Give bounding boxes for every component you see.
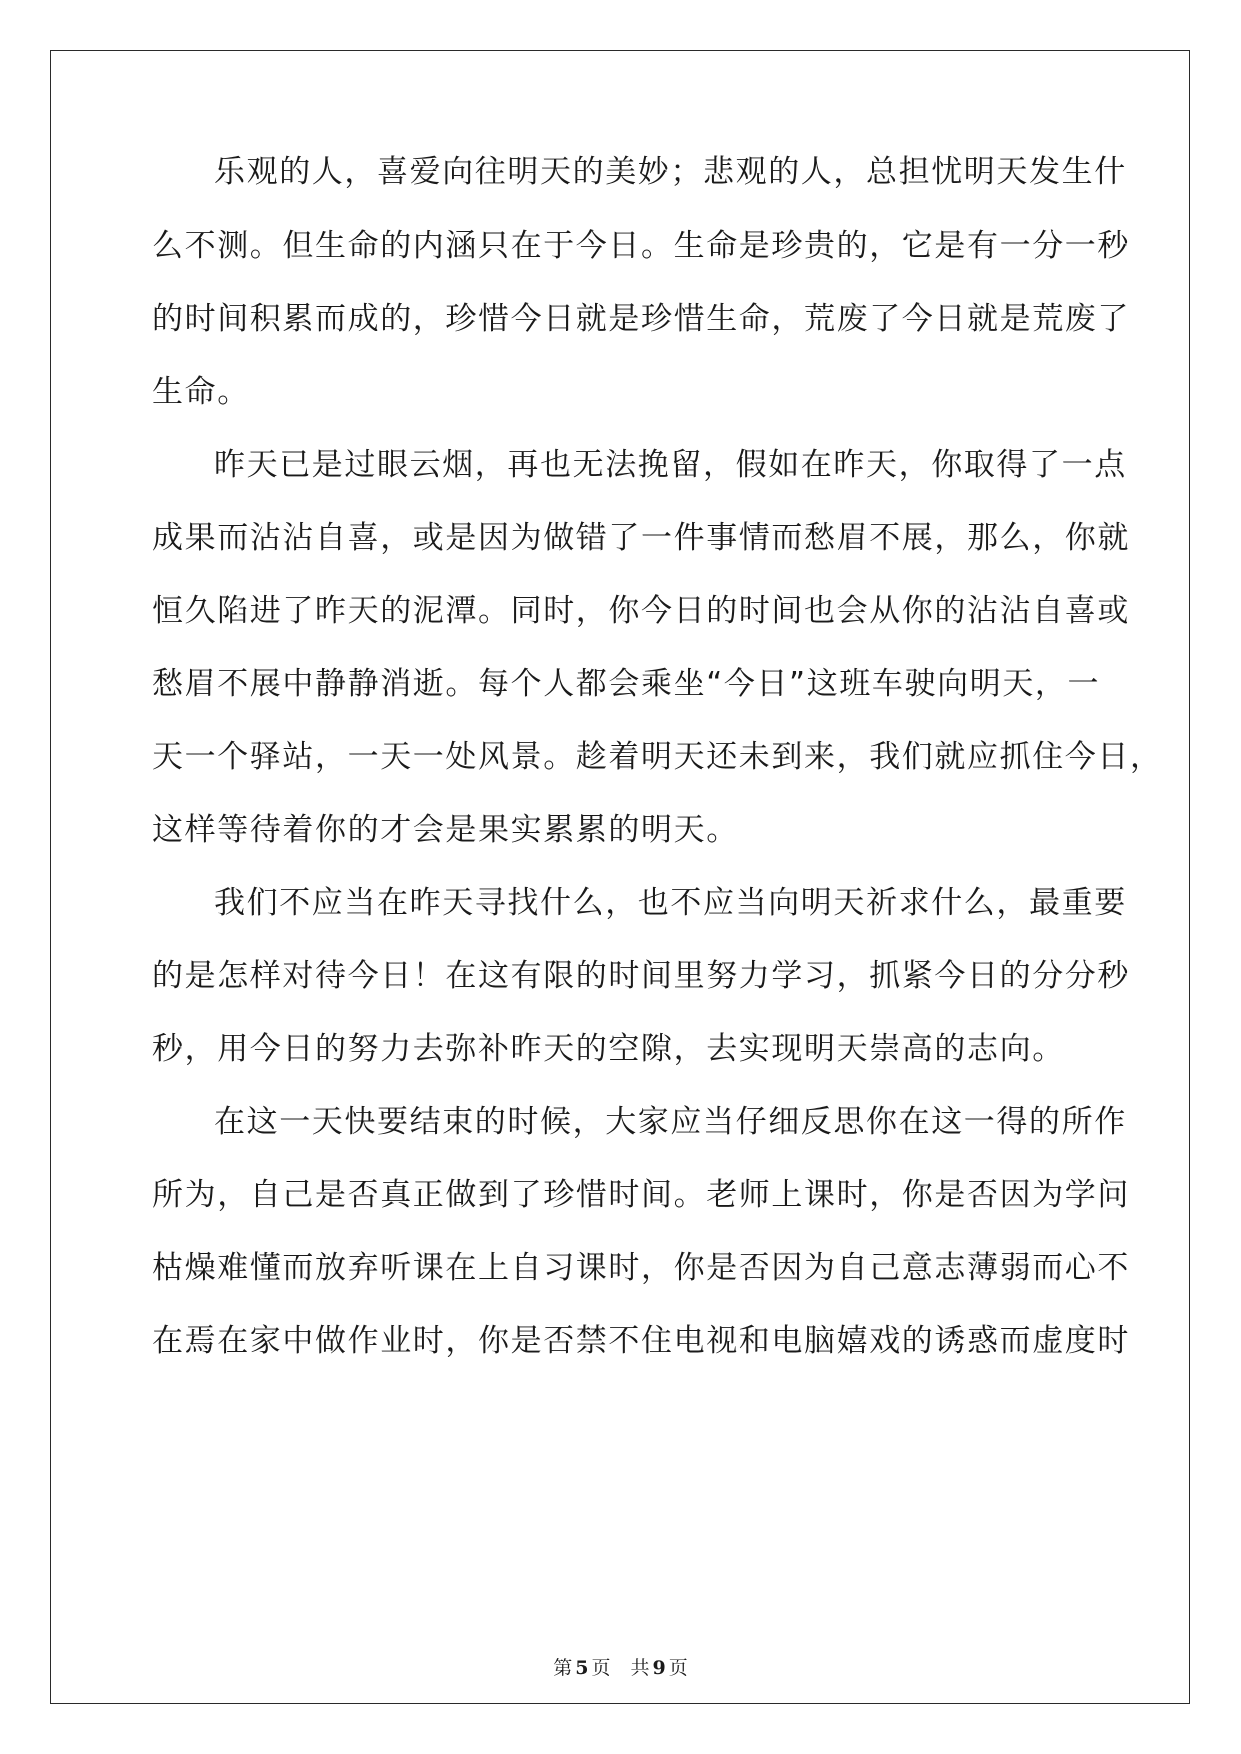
current-page-number: 5 xyxy=(575,1657,589,1679)
text-line: 这样等待着你的才会是果实累累的明天。 xyxy=(152,812,739,848)
text-line: 的是怎样对待今日！在这有限的时间里努力学习，抓紧今日的分分秒 xyxy=(152,958,1130,994)
footer-total-prefix: 共 xyxy=(630,1657,650,1679)
text-line: 乐观的人，喜爱向往明天的美妙；悲观的人，总担忧明天发生什 xyxy=(214,154,1127,190)
text-line: 愁眉不展中静静消逝。每个人都会乘坐“今日”这班车驶向明天，一 xyxy=(152,666,1101,702)
page-footer xyxy=(0,1653,1241,1680)
text-line: 在这一天快要结束的时候，大家应当仔细反思你在这一得的所作 xyxy=(214,1104,1127,1140)
text-line: 枯燥难懂而放弃听课在上自习课时，你是否因为自己意志薄弱而心不 xyxy=(152,1250,1130,1286)
text-line: 成果而沾沾自喜，或是因为做错了一件事情而愁眉不展，那么，你就 xyxy=(152,520,1130,556)
footer-page-suffix: 页 xyxy=(591,1657,611,1679)
text-line: 昨天已是过眼云烟，再也无法挽留，假如在昨天，你取得了一点 xyxy=(214,447,1127,483)
footer-total-suffix: 页 xyxy=(668,1657,688,1679)
text-line: 在焉在家中做作业时，你是否禁不住电视和电脑嬉戏的诱惑而虚度时 xyxy=(152,1323,1130,1359)
text-line: 秒，用今日的努力去弥补昨天的空隙，去实现明天崇高的志向。 xyxy=(152,1031,1065,1067)
text-line: 天一个驿站，一天一处风景。趁着明天还未到来，我们就应抓住今日， xyxy=(152,739,1163,775)
text-line: 恒久陷进了昨天的泥潭。同时，你今日的时间也会从你的沾沾自喜或 xyxy=(152,593,1130,629)
total-page-number: 9 xyxy=(652,1657,666,1679)
text-line: 生命。 xyxy=(152,374,250,410)
text-line: 么不测。但生命的内涵只在于今日。生命是珍贵的，它是有一分一秒 xyxy=(152,228,1130,264)
footer-prefix: 第 xyxy=(553,1657,573,1679)
text-line: 我们不应当在昨天寻找什么，也不应当向明天祈求什么，最重要 xyxy=(214,885,1127,921)
text-line: 所为，自己是否真正做到了珍惜时间。老师上课时，你是否因为学问 xyxy=(152,1177,1130,1213)
text-line: 的时间积累而成的，珍惜今日就是珍惜生命，荒废了今日就是荒废了 xyxy=(152,301,1130,337)
